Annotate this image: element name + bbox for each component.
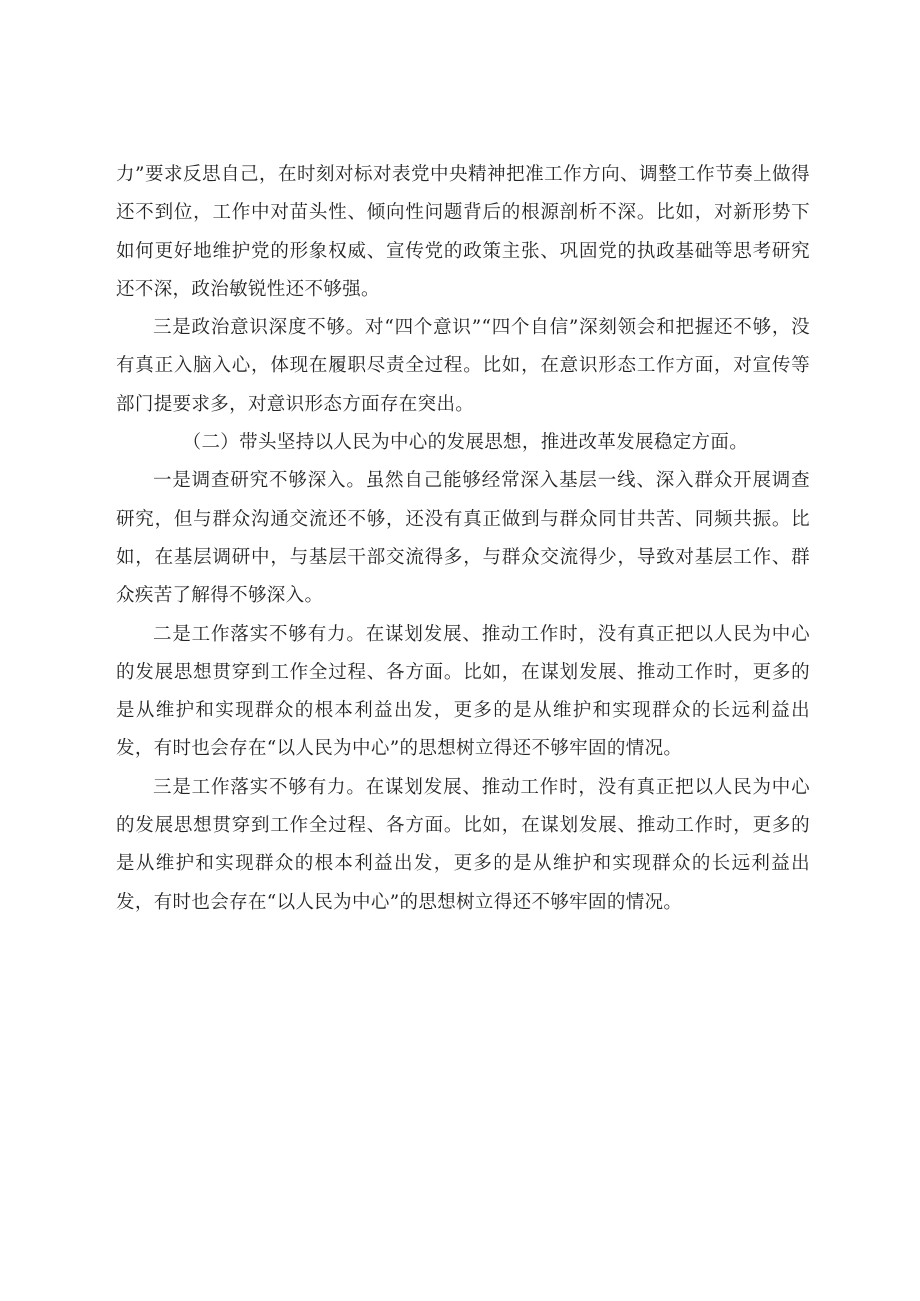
paragraph-continuation: 力”要求反思自己，在时刻对标对表党中央精神把准工作方向、调整工作节奏上做得还不到位，工作中对苗头性、倾向性问题背后的根源剖析不深。比如，对新形势下如何更好地维护党的形象权威、宣传党的政策主张、巩固党的执政基础等思考研究还不深，政治敏锐性还不够强。 [116, 164, 810, 300]
paragraph-implementation-three: 三是工作落实不够有力。在谋划发展、推动工作时，没有真正把以人民为中心的发展思想贯穿到工作全过程、各方面。比如，在谋划发展、推动工作时，更多的是从维护和实现群众的根本利益出发，更多的是从维护和实现群众的长远利益出发，有时也会存在“以人民为中心”的思想树立得还不够牢固的情况。 [116, 776, 810, 913]
document-body [116, 156, 810, 922]
paragraph-research: 一是调查研究不够深入。虽然自己能够经常深入基层一线、深入群众开展调查研究，但与群众沟通交流还不够，还没有真正做到与群众同甘共苦、同频共振。比如，在基层调研中，与基层干部交流得多，与群众交流得少，导致对基层工作、群众疾苦了解得不够深入。 [116, 470, 810, 607]
section-heading-people-centered: （二）带头坚持以人民为中心的发展思想，推进改革发展稳定方面。 [182, 432, 749, 454]
paragraph-political-awareness: 三是政治意识深度不够。对“四个意识”“四个自信”深刻领会和把握还不够，没有真正入脑入心，体现在履职尽责全过程。比如，在意识形态工作方面，对宣传等部门提要求多，对意识形态方面存在突出。 [116, 317, 810, 415]
paragraph-implementation-two: 二是工作落实不够有力。在谋划发展、推动工作时，没有真正把以人民为中心的发展思想贯穿到工作全过程、各方面。比如，在谋划发展、推动工作时，更多的是从维护和实现群众的根本利益出发，更多的是从维护和实现群众的长远利益出发，有时也会存在“以人民为中心”的思想树立得还不够牢固的情况。 [116, 623, 810, 760]
